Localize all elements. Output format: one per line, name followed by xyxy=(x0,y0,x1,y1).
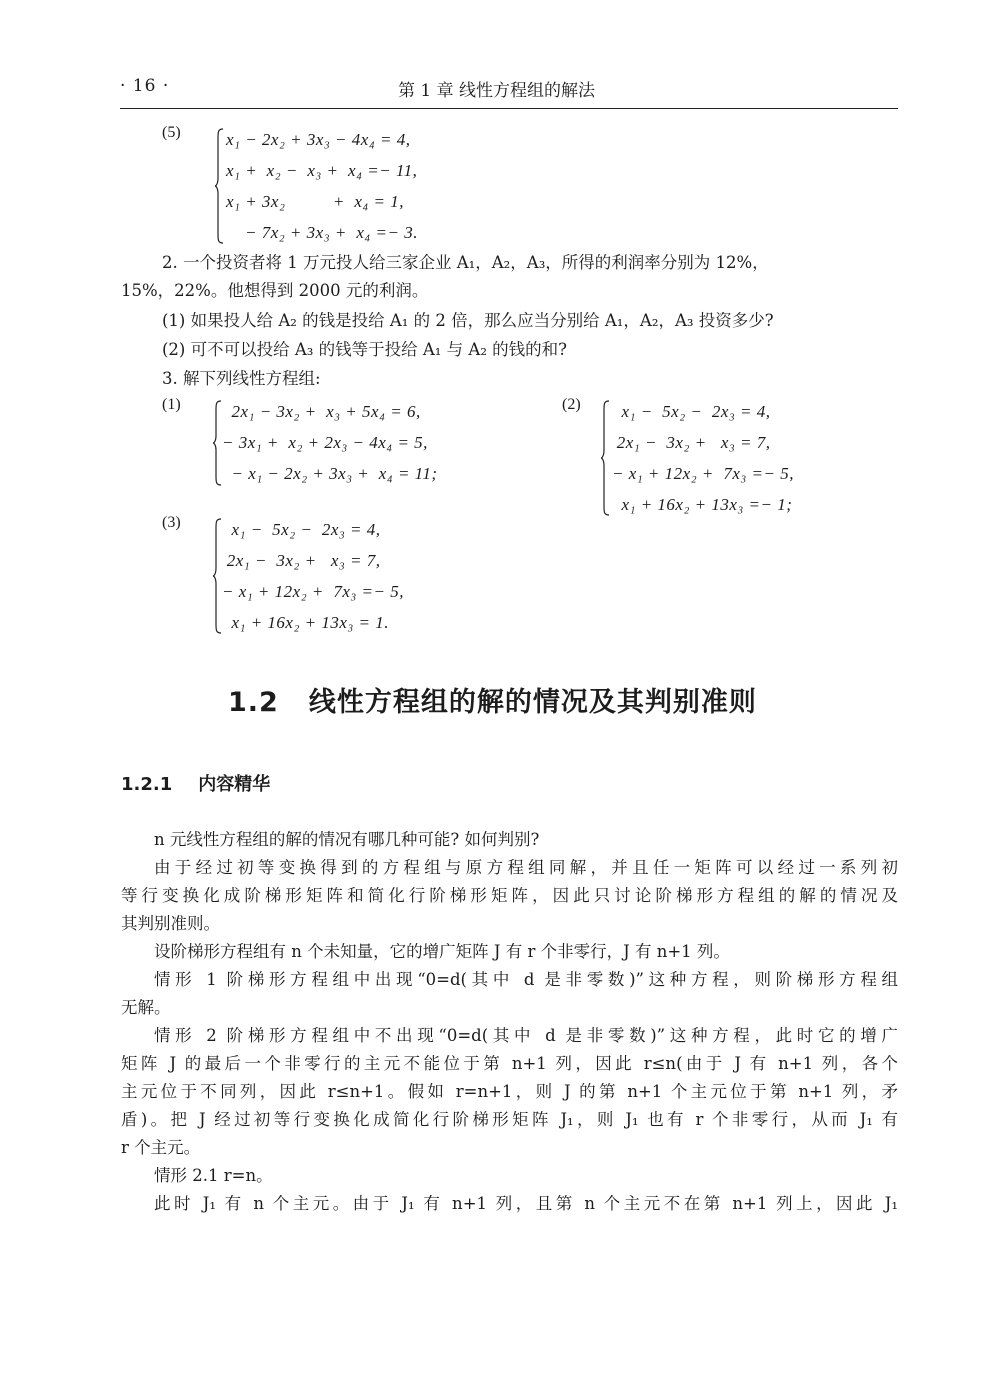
paragraph-line: 情形 1 阶梯形方程组中出现“0=d(其中 d 是非零数)”这种方程，则阶梯形方程组 xyxy=(154,970,898,989)
left-brace-icon xyxy=(212,518,222,634)
equation-label: (3) xyxy=(162,514,181,531)
equation-line: 2x₁ − 3x₂ + x₃ = 7, xyxy=(222,551,381,570)
equation-label: (5) xyxy=(162,124,181,141)
problem-2-question-2: (2) 可不可以投给 A₃ 的钱等于投给 A₁ 与 A₂ 的钱的和? xyxy=(162,340,568,359)
chapter-title: 第 1 章 线性方程组的解法 xyxy=(398,81,596,101)
paragraph-line: 情形 2 阶梯形方程组中不出现“0=d(其中 d 是非零数)”这种方程，此时它的增广 xyxy=(154,1026,898,1045)
paragraph: 设阶梯形方程组有 n 个未知量，它的增广矩阵 J 有 r 个非零行，J 有 n+1 列。 xyxy=(154,942,730,961)
paragraph-line: 盾)。把 J 经过初等行变换化成简化行阶梯形矩阵 J₁，则 J₁ 也有 r 个非零行，从而 J₁ 有 xyxy=(121,1110,898,1129)
left-brace-icon xyxy=(214,128,224,244)
body-text xyxy=(121,826,898,1218)
paragraph-line: 此时 J₁ 有 n 个主元。由于 J₁ 有 n+1 列，且第 n 个主元不在第 n+1 列上，因此 J₁ xyxy=(154,1194,898,1213)
paragraph-line: r 个主元。 xyxy=(121,1138,201,1157)
equation-line: x₁ − 2x₂ + 3x₃ − 4x₄ = 4, xyxy=(226,130,411,149)
paragraph-line: 由于经过初等变换得到的方程组与原方程组同解，并且任一矩阵可以经过一系列初 xyxy=(154,858,898,877)
problem-2-question-1: (1) 如果投人给 A₂ 的钱是投给 A₁ 的 2 倍，那么应当分别给 A₁，A₂，A₃ 投资多少? xyxy=(162,311,774,330)
equation-line: 2x₁ − 3x₂ + x₃ = 7, xyxy=(612,433,771,452)
equation-label: (1) xyxy=(162,396,181,413)
paragraph: n 元线性方程组的解的情况有哪几种可能? 如何判别? xyxy=(154,830,540,849)
equation-line: x₁ + x₂ − x₃ + x₄ =− 11, xyxy=(226,161,418,180)
equation-system-3-2 xyxy=(562,396,892,522)
paragraph-line: 其判别准则。 xyxy=(121,914,220,933)
equation-line: 2x₁ − 3x₂ + x₃ + 5x₄ = 6, xyxy=(222,402,421,421)
paragraph-line: 无解。 xyxy=(121,998,171,1017)
equation-line: x₁ − 5x₂ − 2x₃ = 4, xyxy=(222,520,381,539)
subsection-heading xyxy=(121,770,270,796)
left-brace-icon xyxy=(212,400,222,486)
equation-system-3-1 xyxy=(162,396,542,492)
problem-2-line-2: 15%，22%。他想得到 2000 元的利润。 xyxy=(121,281,429,300)
equation-system-3-3 xyxy=(162,514,522,640)
section-title: 线性方程组的解的情况及其判别准则 xyxy=(308,687,757,718)
equation-line: x₁ − 5x₂ − 2x₃ = 4, xyxy=(612,402,771,421)
paragraph-line: 等行变换化成阶梯形矩阵和简化行阶梯形矩阵，因此只讨论阶梯形方程组的解的情况及 xyxy=(121,886,898,905)
equation-label: (2) xyxy=(562,396,581,413)
section-number: 1.2 xyxy=(228,687,279,718)
equation-line: − 3x₁ + x₂ + 2x₃ − 4x₄ = 5, xyxy=(222,433,428,452)
equation-line: x₁ + 16x₂ + 13x₃ = 1. xyxy=(222,613,390,632)
subsection-number: 1.2.1 xyxy=(121,774,173,795)
page-header xyxy=(120,76,898,106)
subsection-title: 内容精华 xyxy=(198,774,271,795)
problem-3-title: 3. 解下列线性方程组: xyxy=(162,369,321,388)
equation-line: x₁ + 16x₂ + 13x₃ =− 1; xyxy=(612,495,793,514)
paragraph-line: 矩阵 J 的最后一个非零行的主元不能位于第 n+1 列，因此 r≤n(由于 J 有 n+1 列，各个 xyxy=(121,1054,898,1073)
equation-line: − 7x₂ + 3x₃ + x₄ =− 3. xyxy=(226,223,418,242)
page-number: · 16 · xyxy=(120,76,170,96)
section-heading xyxy=(228,680,757,719)
paragraph: 情形 2.1 r=n。 xyxy=(154,1166,273,1185)
equation-line: − x₁ + 12x₂ + 7x₃ =− 5, xyxy=(222,582,404,601)
problem-2-line-1: 2. 一个投资者将 1 万元投人给三家企业 A₁，A₂，A₃，所得的利润率分别为 12%， xyxy=(162,253,769,272)
equation-line: − x₁ + 12x₂ + 7x₃ =− 5, xyxy=(612,464,794,483)
equation-line: x₁ + 3x₂ + x₄ = 1, xyxy=(226,192,405,211)
equation-line: − x₁ − 2x₂ + 3x₃ + x₄ = 11; xyxy=(222,464,438,483)
equation-system-5 xyxy=(162,124,562,248)
paragraph-line: 主元位于不同列，因此 r≤n+1。假如 r=n+1，则 J 的第 n+1 个主元位于第 n+1 列，矛 xyxy=(121,1082,898,1101)
left-brace-icon xyxy=(600,400,610,516)
header-rule xyxy=(120,108,898,109)
